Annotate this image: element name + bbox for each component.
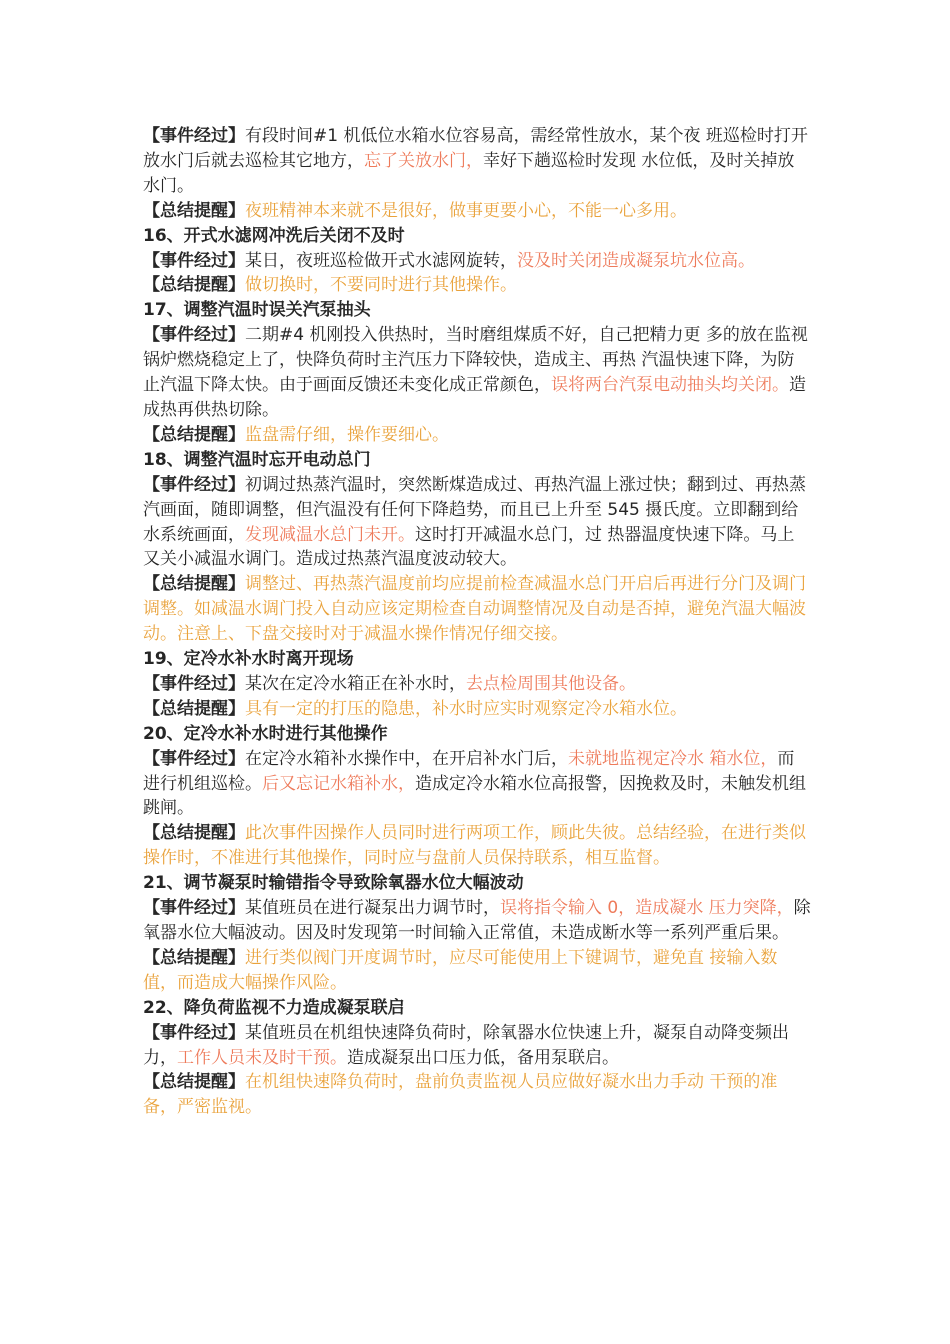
label-tag: 【事件经过】	[143, 898, 245, 919]
summary-paragraph	[143, 946, 811, 996]
body-text: 某值班员在机组快速降负荷时，除氧器水位快速上升，凝泵自动降变频出力，	[143, 1022, 789, 1068]
label-tag: 【事件经过】	[143, 325, 245, 346]
label-tag: 【总结提醒】	[143, 275, 245, 296]
label-tag: 【总结提醒】	[143, 698, 245, 719]
section-heading: 22、降负荷监视不力造成凝泵联启	[143, 997, 405, 1018]
summary-paragraph	[143, 199, 811, 224]
section-heading: 19、定冷水补水时离开现场	[143, 649, 354, 670]
event-paragraph	[143, 896, 811, 946]
event-paragraph	[143, 323, 811, 423]
body-text: 而进行机组巡检。	[143, 748, 795, 794]
body-text: 某日，夜班巡检做开式水滤网旋转，	[245, 250, 517, 271]
summary-paragraph	[143, 821, 811, 871]
highlight-red-text: 忘了关放水门，	[364, 150, 483, 171]
label-tag: 【事件经过】	[143, 474, 245, 495]
label-tag: 【总结提醒】	[143, 424, 245, 445]
label-tag: 【事件经过】	[143, 126, 245, 146]
event-paragraph	[143, 1021, 811, 1071]
highlight-orange-text: 调整过、再热蒸汽温度前均应提前检查减温水总门开启后再进行分门及调门调整。如减温水调门投入自动应该定期检查自动调整情况及自动是否掉，避免汽温大幅波动。注意上、下盘交接时对于减温水操作情况仔细交接。	[143, 574, 806, 645]
highlight-red-text: 工作人员未及时干预。	[177, 1047, 347, 1068]
label-tag: 【总结提醒】	[143, 1072, 245, 1093]
label-tag: 【总结提醒】	[143, 574, 245, 595]
event-paragraph	[143, 124, 811, 199]
summary-paragraph	[143, 273, 811, 298]
label-tag: 【总结提醒】	[143, 947, 245, 968]
body-text: 某次在定冷水箱正在补水时，	[245, 673, 466, 694]
label-tag: 【事件经过】	[143, 748, 245, 769]
body-text: 造成定冷水箱水位高报警，因挽救及时，未触发机组跳闸。	[143, 773, 806, 819]
body-text: 某值班员在进行凝泵出力调节时，	[245, 898, 500, 919]
label-tag: 【总结提醒】	[143, 200, 245, 221]
section-heading: 20、定冷水补水时进行其他操作	[143, 723, 388, 744]
summary-paragraph	[143, 423, 811, 448]
event-paragraph	[143, 473, 811, 573]
body-text: 造成凝泵出口压力低，备用泵联启。	[347, 1047, 619, 1068]
highlight-orange-text: 做切换时，不要同时进行其他操作。	[245, 275, 517, 296]
body-text: 二期#4 机刚投入供热时，当时磨组煤质不好，自己把精力更 多的放在监视锅炉燃烧稳定上了，快降负荷时主汽压力下降较快，造成主、再热 汽温快速下降，为防止汽温下降太快。由于画面反馈还未变化成正常颜色，	[143, 325, 808, 396]
body-text: 造成热再供热切除。	[143, 375, 806, 420]
summary-paragraph	[143, 1070, 811, 1120]
highlight-red-text: 没及时关闭造成凝泵坑水位高。	[517, 250, 755, 271]
highlight-orange-text: 夜班精神本来就不是很好，做事更要小心，不能一心多用。	[245, 200, 687, 221]
highlight-orange-text: 监盘需仔细，操作要细心。	[245, 424, 449, 445]
highlight-red-text: 发现减温水总门未开。	[245, 524, 415, 545]
body-text: 幸好下趟巡检时发现 水位低，及时关掉放水门。	[143, 150, 795, 196]
body-text: 除氧器水位大幅波动。因及时发现第一时间输入正常值，未造成断水等一系列严重后果。	[143, 898, 811, 943]
highlight-red-text: 误将两台汽泵电动抽头均关闭。	[551, 375, 789, 396]
section-heading: 21、调节凝泵时输错指令导致除氧器水位大幅波动	[143, 873, 524, 894]
highlight-orange-text: 进行类似阀门开度调节时，应尽可能使用上下键调节，避免直 接输入数值，而造成大幅操作风险。	[143, 947, 778, 993]
body-text: 这时打开减温水总门，过 热器温度快速下降。马上又关小减温水调门。造成过热蒸汽温度波动较大。	[143, 524, 795, 570]
section-heading: 17、调整汽温时误关汽泵抽头	[143, 300, 371, 321]
highlight-orange-text: 具有一定的打压的隐患，补水时应实时观察定冷水箱水位。	[245, 698, 687, 719]
highlight-red-text: 误将指令输入 0，造成凝水 压力突降，	[500, 898, 794, 919]
event-paragraph	[143, 672, 811, 697]
highlight-red-text: 后又忘记水箱补水，	[262, 773, 415, 794]
body-text: 初调过热蒸汽温时，突然断煤造成过、再热汽温上涨过快；翻到过、再热蒸汽画面，随即调整，但汽温没有任何下降趋势，而且已上升至 545 摄氏度。立即翻到给水系统画面，	[143, 474, 806, 545]
summary-paragraph	[143, 572, 811, 647]
label-tag: 【事件经过】	[143, 673, 245, 694]
section-heading: 16、开式水滤网冲洗后关闭不及时	[143, 225, 405, 246]
body-text: 有段时间#1 机低位水箱水位容易高，需经常性放水，某个夜 班巡检时打开放水门后就去巡检其它地方，	[143, 126, 808, 171]
highlight-red-text: 未就地监视定冷水 箱水位，	[568, 748, 778, 769]
label-tag: 【事件经过】	[143, 250, 245, 271]
label-tag: 【事件经过】	[143, 1022, 245, 1043]
event-paragraph	[143, 747, 811, 822]
body-text: 在定冷水箱补水操作中，在开启补水门后，	[245, 748, 568, 769]
label-tag: 【总结提醒】	[143, 823, 245, 844]
highlight-orange-text: 此次事件因操作人员同时进行两项工作，顾此失彼。总结经验，在进行类似操作时，不准进行其他操作，同时应与盘前人员保持联系，相互监督。	[143, 823, 806, 869]
highlight-orange-text: 在机组快速降负荷时，盘前负责监视人员应做好凝水出力手动 干预的准备，严密监视。	[143, 1072, 778, 1118]
summary-paragraph	[143, 697, 811, 722]
highlight-red-text: 去点检周围其他设备。	[466, 673, 636, 694]
document-content	[143, 124, 811, 1120]
event-paragraph	[143, 249, 811, 274]
section-heading: 18、调整汽温时忘开电动总门	[143, 449, 371, 470]
